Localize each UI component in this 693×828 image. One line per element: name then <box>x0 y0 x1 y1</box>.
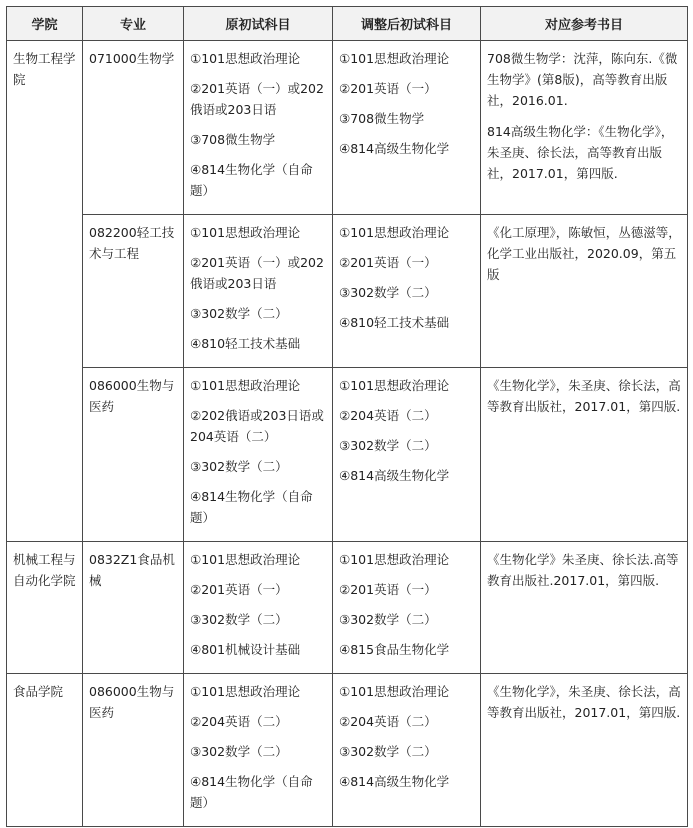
original-subjects-cell <box>184 542 333 674</box>
subject-item: ①101思想政治理论 <box>339 684 450 699</box>
reference-books-cell <box>481 542 688 674</box>
subject-item: ③708微生物学 <box>339 111 425 126</box>
subject-item: ④814高级生物化学 <box>339 774 450 789</box>
major-cell <box>83 542 184 674</box>
college-cell <box>7 41 83 542</box>
adjusted-subjects-cell <box>333 368 481 542</box>
subject-item: ④810轻工技术基础 <box>190 336 301 351</box>
adjusted-subjects-cell <box>333 542 481 674</box>
college-name: 机械工程与自动化学院 <box>13 552 76 588</box>
subject-item: ②204英语（二） <box>339 714 437 729</box>
major-name: 086000生物与医药 <box>89 684 175 720</box>
header-original-subjects: 原初试科目 <box>184 7 333 41</box>
reference-books-cell <box>481 368 688 542</box>
subject-item: ②201英语（一） <box>339 255 437 270</box>
major-name: 082200轻工技术与工程 <box>89 225 175 261</box>
subject-item: ②201英语（一）或202俄语或203日语 <box>190 255 324 291</box>
reference-entry: 814高级生物化学：《生物化学》，朱圣庚、徐长法，高等教育出版社，2017.01，第四版. <box>487 124 674 181</box>
reference-entry: 《生物化学》，朱圣庚、徐长法，高等教育出版社，2017.01，第四版. <box>487 378 681 414</box>
reference-entry: 708微生物学：沈萍，陈向东.《微生物学》(第8版)，高等教育出版社，2016.01. <box>487 51 678 108</box>
adjusted-subjects-cell <box>333 674 481 827</box>
major-name: 0832Z1食品机械 <box>89 552 175 588</box>
subject-item: ①101思想政治理论 <box>190 378 301 393</box>
adjusted-subjects-cell <box>333 41 481 215</box>
subject-item: ②201英语（一） <box>190 582 288 597</box>
subject-item: ①101思想政治理论 <box>190 684 301 699</box>
subject-item: ①101思想政治理论 <box>339 552 450 567</box>
major-name: 086000生物与医药 <box>89 378 175 414</box>
subject-item: ②201英语（一） <box>339 81 437 96</box>
subject-item: ④815食品生物化学 <box>339 642 450 657</box>
subject-item: ①101思想政治理论 <box>339 378 450 393</box>
table-row <box>7 542 688 674</box>
subject-item: ③302数学（二） <box>190 744 288 759</box>
subject-item: ①101思想政治理论 <box>339 225 450 240</box>
subject-item: ④814生物化学（自命题） <box>190 162 313 198</box>
subject-item: ④810轻工技术基础 <box>339 315 450 330</box>
table-row <box>7 674 688 827</box>
subject-item: ②202俄语或203日语或204英语（二） <box>190 408 324 444</box>
major-cell <box>83 368 184 542</box>
subject-item: ④814高级生物化学 <box>339 468 450 483</box>
subject-item: ①101思想政治理论 <box>339 51 450 66</box>
table-row <box>7 215 688 368</box>
reference-entry: 《化工原理》，陈敏恒，丛德滋等，化学工业出版社，2020.09，第五版 <box>487 225 681 282</box>
subject-item: ③302数学（二） <box>339 744 437 759</box>
header-major: 专业 <box>83 7 184 41</box>
college-cell <box>7 674 83 827</box>
major-name: 071000生物学 <box>89 51 175 66</box>
subject-item: ①101思想政治理论 <box>190 225 301 240</box>
subject-item: ③302数学（二） <box>339 438 437 453</box>
original-subjects-cell <box>184 41 333 215</box>
original-subjects-cell <box>184 674 333 827</box>
header-college: 学院 <box>7 7 83 41</box>
header-adjusted-subjects: 调整后初试科目 <box>333 7 481 41</box>
reference-books-cell <box>481 215 688 368</box>
original-subjects-cell <box>184 368 333 542</box>
subject-item: ③302数学（二） <box>339 612 437 627</box>
header-reference-books: 对应参考书目 <box>481 7 688 41</box>
exam-subjects-table <box>6 6 688 827</box>
reference-entry: 《生物化学》朱圣庚、徐长法.高等教育出版社.2017.01，第四版. <box>487 552 679 588</box>
subject-item: ③708微生物学 <box>190 132 276 147</box>
subject-item: ④814高级生物化学 <box>339 141 450 156</box>
subject-item: ②201英语（一）或202俄语或203日语 <box>190 81 324 117</box>
subject-item: ②204英语（二） <box>339 408 437 423</box>
table-row <box>7 368 688 542</box>
college-name: 生物工程学院 <box>13 51 76 87</box>
subject-item: ①101思想政治理论 <box>190 552 301 567</box>
subject-item: ③302数学（二） <box>190 459 288 474</box>
college-name: 食品学院 <box>13 684 64 699</box>
subject-item: ②204英语（二） <box>190 714 288 729</box>
subject-item: ④814生物化学（自命题） <box>190 489 313 525</box>
subject-item: ④814生物化学（自命题） <box>190 774 313 810</box>
major-cell <box>83 215 184 368</box>
subject-item: ①101思想政治理论 <box>190 51 301 66</box>
reference-books-cell <box>481 674 688 827</box>
header-row <box>7 7 688 41</box>
table-row <box>7 41 688 215</box>
major-cell <box>83 41 184 215</box>
subject-item: ③302数学（二） <box>190 306 288 321</box>
original-subjects-cell <box>184 215 333 368</box>
subject-item: ②201英语（一） <box>339 582 437 597</box>
reference-books-cell <box>481 41 688 215</box>
adjusted-subjects-cell <box>333 215 481 368</box>
major-cell <box>83 674 184 827</box>
reference-entry: 《生物化学》，朱圣庚、徐长法，高等教育出版社，2017.01，第四版. <box>487 684 681 720</box>
college-cell <box>7 542 83 674</box>
subject-item: ③302数学（二） <box>339 285 437 300</box>
subject-item: ④801机械设计基础 <box>190 642 301 657</box>
subject-item: ③302数学（二） <box>190 612 288 627</box>
